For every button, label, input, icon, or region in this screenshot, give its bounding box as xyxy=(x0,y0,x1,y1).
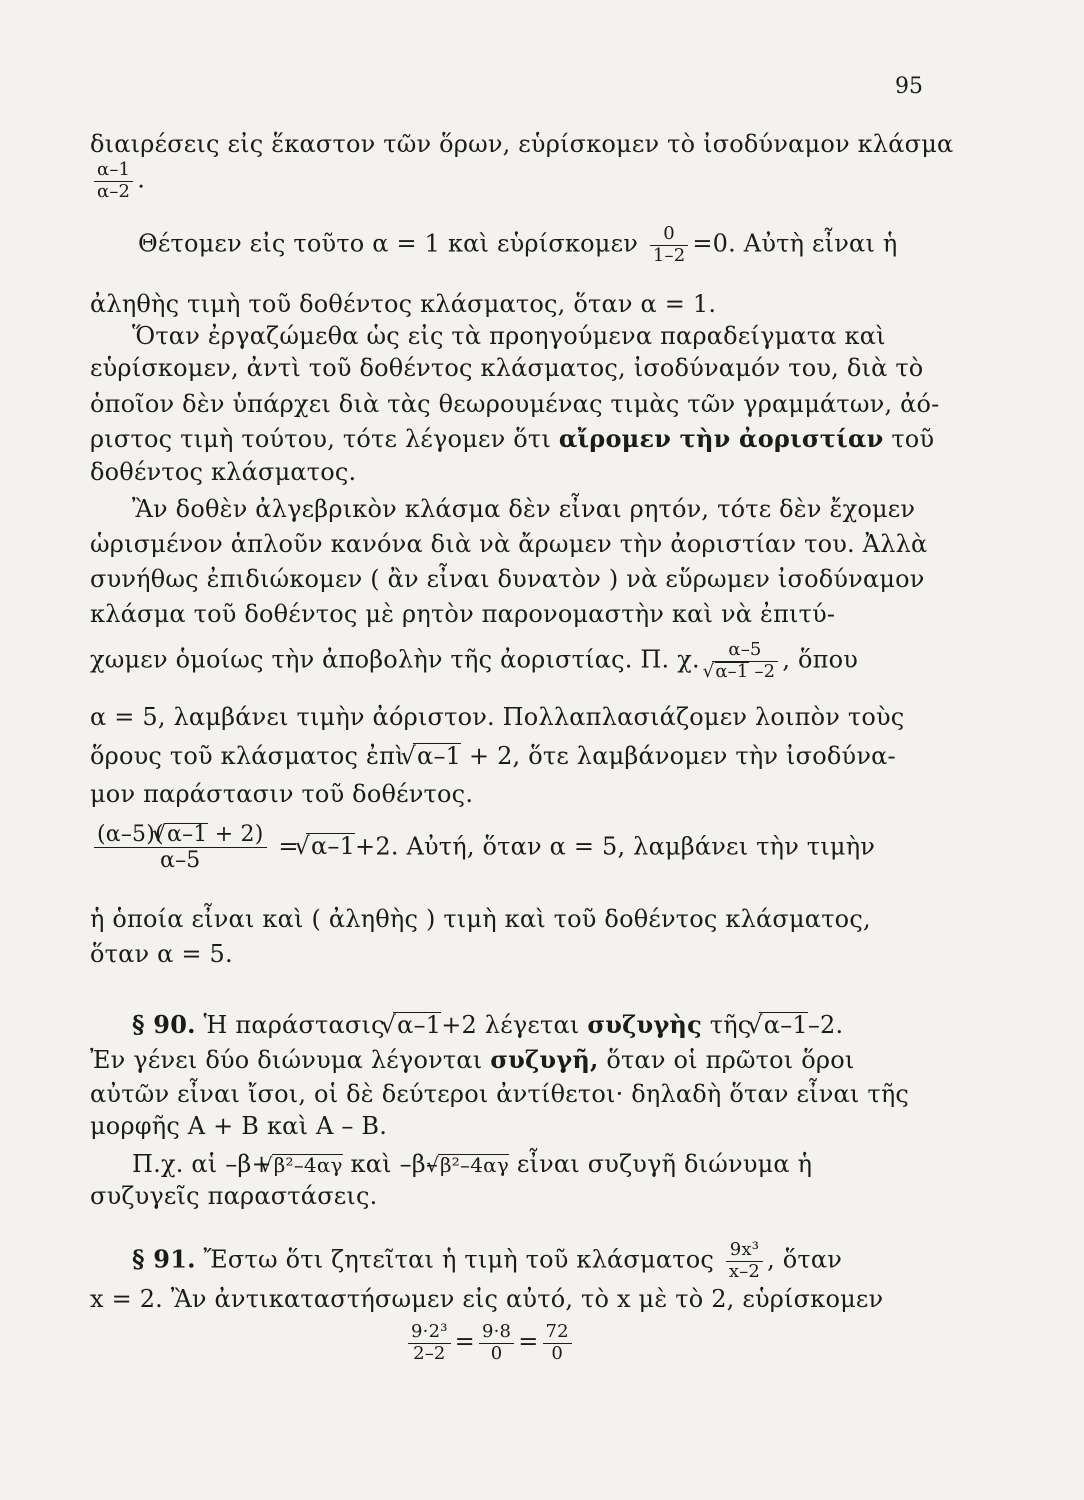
text-line: x = 2. Ἂν ἀντικαταστήσωμεν εἰς αὐτό, τὸ x μὲ τὸ 2, εὑρίσκομεν xyxy=(90,1285,884,1313)
radical: √ β²–4αγ xyxy=(438,1154,509,1175)
text-line: χωμεν ὁμοίως τὴν ἀποβολὴν τῆς ἀοριστίας. Π. χ. α–5 √ α–1 –2 , ὅπου xyxy=(90,640,858,682)
text-line: Θέτομεν εἰς τοῦτο α = 1 καὶ εὑρίσκομεν $\frac{0}{1-2}$ =0. Αὐτὴ εἶναι ἡ xyxy=(138,223,898,266)
section-91-line: § 91. Ἔστω ὅτι ζητεῖται ἡ τιμὴ τοῦ κλάσματος $\frac{\text{9x³}}{x-2}$ , ὅταν xyxy=(132,1239,843,1282)
equation-line: $\frac{\text{9·2³}}{2-2}$ = $\frac{9\cdot 8}{0}$ = $\frac{72}{0}$ xyxy=(404,1322,576,1364)
fraction: $\frac{(\alpha-5)(√ \alpha-1 + 2)}{\alpha-5}$ xyxy=(94,822,267,874)
text-line: Ἐν γένει δύο διώνυμα λέγονται συζυγῆ, ὅταν οἱ πρῶτοι ὅροι xyxy=(90,1045,855,1074)
text-line: α = 5, λαμβάνει τιμὴν ἀόριστον. Πολλαπλασιάζομεν λοιπὸν τοὺς xyxy=(90,703,905,731)
fraction: $\frac{0}{1-2}$ xyxy=(650,224,689,266)
text-line: ριστος τιμὴ τούτου, τότε λέγομεν ὅτι αἴρομεν τὴν ἀοριστίαν τοῦ xyxy=(90,424,935,453)
text-line: κλάσμα τοῦ δοθέντος μὲ ρητὸν παρονομαστὴν καὶ νὰ ἐπιτύ- xyxy=(90,600,836,628)
text-line: Π.χ. αἱ –β+√ β²–4αγ καὶ –β–√ β²–4αγ εἶναι συζυγῆ διώνυμα ἡ xyxy=(132,1150,812,1178)
radical: √ α–1 xyxy=(393,1012,442,1037)
bold-term: συζυγῆ, xyxy=(490,1045,599,1074)
text-line: Ὅταν ἐργαζώμεθα ὡς εἰς τὰ προηγούμενα παραδείγματα καὶ xyxy=(132,322,886,350)
fraction: $\frac{\alpha-1}{\alpha-2}$ xyxy=(94,160,133,202)
text-line: ἀληθὴς τιμὴ τοῦ δοθέντος κλάσματος, ὅταν α = 1. xyxy=(90,290,717,318)
text-line: μορφῆς Α + Β καὶ Α – Β. xyxy=(90,1112,388,1140)
text-line: ὅρους τοῦ κλάσματος ἐπὶ √ α–1 + 2, ὅτε λαμβάνομεν τὴν ἰσοδύνα- xyxy=(90,742,896,770)
text-line: συνήθως ἐπιδιώκομεν ( ἂν εἶναι δυνατὸν ) νὰ εὕρωμεν ἰσοδύναμον xyxy=(90,565,925,593)
radical: √ α–1 xyxy=(306,833,355,858)
text-line: αὐτῶν εἶναι ἴσοι, οἱ δὲ δεύτεροι ἀντίθετοι· δηλαδὴ ὅταν εἶναι τῆς xyxy=(90,1080,910,1108)
section-label: § 90. xyxy=(132,1010,196,1039)
text-line: ὁποῖον δὲν ὑπάρχει διὰ τὰς θεωρουμένας τιμὰς τῶν γραμμάτων, ἀό- xyxy=(90,390,940,418)
text-line: ὅταν α = 5. xyxy=(90,940,233,968)
text-line: δοθέντος κλάσματος. xyxy=(90,458,357,486)
radical: √ α–1 xyxy=(759,1012,808,1037)
fraction: $\frac{\text{9·2³}}{2-2}$ xyxy=(408,1322,451,1364)
radical: √ α–1 xyxy=(164,823,208,846)
equation-line: $\frac{(\alpha-5)(√ \alpha-1 + 2)}{\alpha-5}$ = √ α–1+2. Αὐτή, ὅταν α = 5, λαμβάνει τὴν τιμὴν xyxy=(90,822,875,874)
bold-term: συζυγὴς xyxy=(587,1010,702,1039)
text-line: μον παράστασιν τοῦ δοθέντος. xyxy=(90,780,474,808)
fraction: $\frac{9\cdot 8}{0}$ xyxy=(479,1322,514,1364)
radical: √ β²–4αγ xyxy=(272,1154,343,1175)
radical: √ α–1 xyxy=(715,662,749,681)
fraction: $\frac{\text{9x³}}{x-2}$ xyxy=(726,1240,763,1282)
fraction: $\frac{72}{0}$ xyxy=(543,1322,572,1364)
fraction-line: $\frac{\alpha-1}{\alpha-2}$ . xyxy=(90,160,145,202)
fraction: α–5 √ α–1 –2 xyxy=(712,640,779,682)
text-line: Ἂν δοθὲν ἀλγεβρικὸν κλάσμα δὲν εἶναι ρητόν, τότε δὲν ἔχομεν xyxy=(132,495,916,523)
text-line: διαιρέσεις εἰς ἕκαστον τῶν ὅρων, εὑρίσκομεν τὸ ἰσοδύναμον κλάσμα xyxy=(90,130,954,158)
text-line: συζυγεῖς παραστάσεις. xyxy=(90,1182,378,1210)
section-90-line: § 90. Ἡ παράστασις √ α–1+2 λέγεται συζυγὴς τῆς √ α–1–2. xyxy=(132,1010,843,1039)
bold-term: αἴρομεν τὴν ἀοριστίαν xyxy=(558,424,884,453)
section-label: § 91. xyxy=(132,1244,196,1274)
text-line: εὑρίσκομεν, ἀντὶ τοῦ δοθέντος κλάσματος, ἰσοδύναμόν του, διὰ τὸ xyxy=(90,354,924,382)
text-line: ἡ ὁποία εἶναι καὶ ( ἀληθὴς ) τιμὴ καὶ τοῦ δοθέντος κλάσματος, xyxy=(90,905,871,933)
radical: √ α–1 xyxy=(413,743,462,768)
page-number: 95 xyxy=(895,74,923,99)
text-line: ὡρισμένον ἁπλοῦν κανόνα διὰ νὰ ἄρωμεν τὴν ἀοριστίαν του. Ἀλλὰ xyxy=(90,530,928,558)
